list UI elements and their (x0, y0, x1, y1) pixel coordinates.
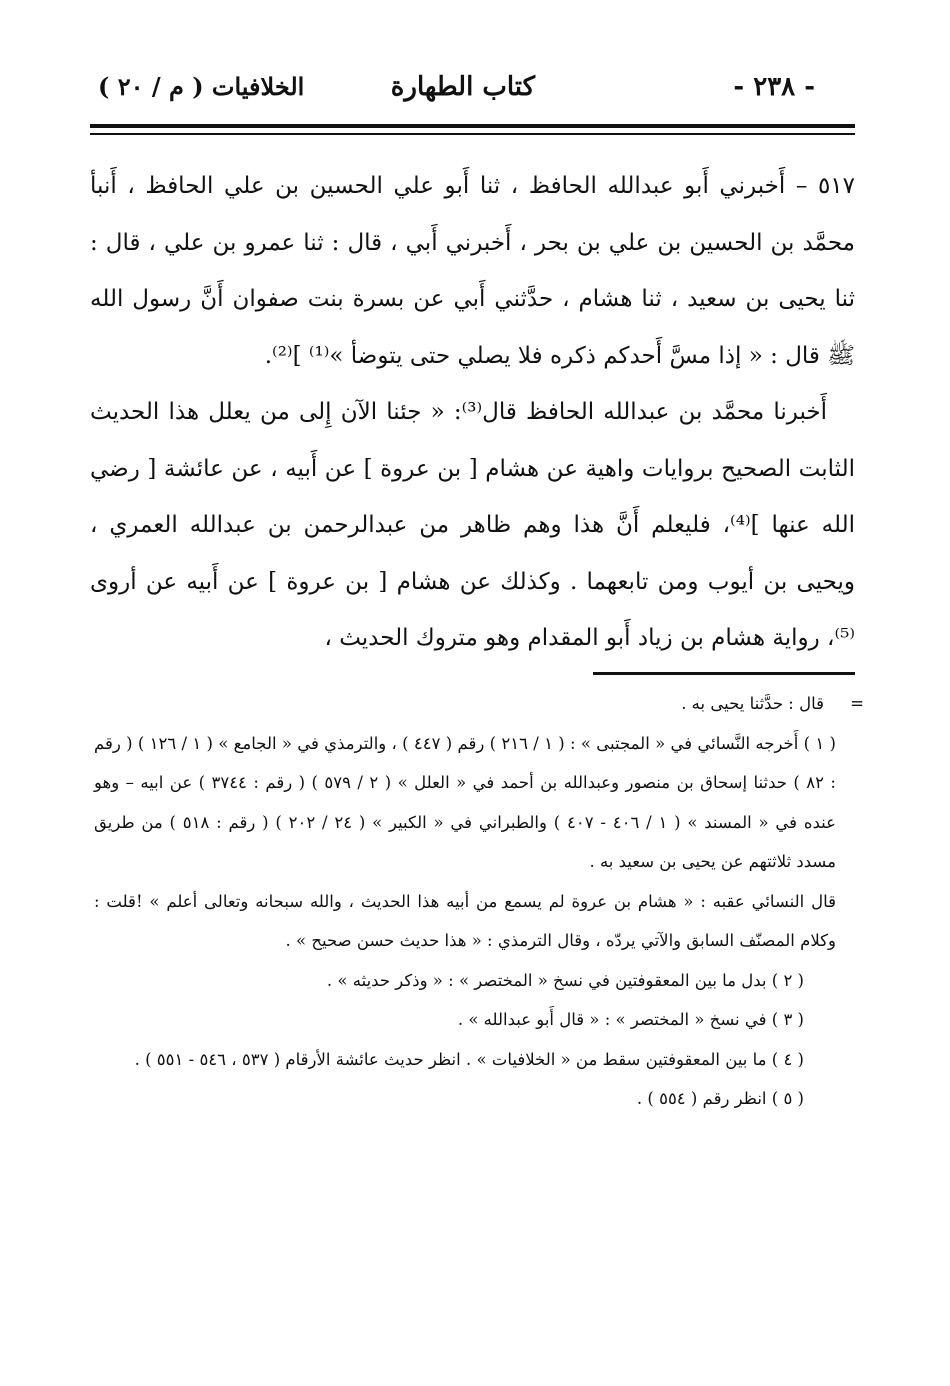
footnote-4: ( ٤ ) ما بين المعقوفتين سقط من « الخلافيات » . انظر حديث عائشة الأرقام ( ٥٣٧ ، ٥٤٦ - ٥٥١ ) . (134, 1049, 804, 1069)
footnote-5: ( ٥ ) انظر رقم ( ٥٥٤ ) . (636, 1089, 804, 1108)
footnotes (94, 684, 864, 1119)
signature-mark: الخلافيات ( م / ٢٠ ) (98, 72, 305, 101)
page-header (90, 72, 855, 112)
footnote-1-comment: قال النسائي عقبه : « هشام بن عروة لم يسمع من أبيه هذا الحديث ، والله سبحانه وتعالى أعلم » !قلت : وكلام المصنّف السابق والآتي يردّه ، وقال الترمذي : « هذا حديث حسن صحيح » . (94, 891, 836, 950)
book-title: كتاب الطهارة (390, 72, 535, 102)
header-rule-thin (90, 133, 855, 135)
header-rule-thick (90, 124, 855, 128)
footnote-3: ( ٣ ) في نسخ « المختصر » : « قال أَبو عبدالله » . (457, 1010, 804, 1029)
continuation-text: قال : حدَّثنا يحيى به . (681, 694, 824, 713)
commentary-paragraph: أَخبرنا محمَّد بن عبدالله الحافظ قال⁽³⁾: « جئنا الآن إِلى من يعلل هذا الحديث الثابت الصحيح بروايات واهية عن هشام [ بن عروة ] عن أَبيه ، عن عائشة [ رضي الله عنها ]⁽⁴⁾، فليعلم أَنَّ هذا وهم ظاهر من عبدالرحمن بن عبدالله العمري ، ويحيى بن أيوب ومن تابعهما . وكذلك عن هشام [ بن عروة ] عن أَبيه عن أروى ⁽⁵⁾، رواية هشام بن زياد أَبو المقدام وهو متروك الحديث ، (90, 399, 855, 651)
hadith-517-paragraph: ٥١٧ – أَخبرني أَبو عبدالله الحافظ ، ثنا أَبو علي الحسين بن علي الحافظ ، أَنبأ محمَّد بن الحسين بن علي بن بحر ، أَخبرني أَبي ، قال : ثنا عمرو بن علي ، قال : ثنا يحيى بن سعيد ، ثنا هشام ، حدَّثني أَبي عن بسرة بنت صفوان أَنَّ رسول الله ﷺ قال : « إذا مسَّ أَحدكم ذكره فلا يصلي حتى يتوضأ »⁽¹⁾ ]⁽²⁾. (90, 173, 855, 369)
footnote-1: ( ١ ) أَخرجه النَّسائي في « المجتبى » : ( ١ / ٢١٦ ) رقم ( ٤٤٧ ) ، والترمذي في « الجامع » ( ١ / ١٢٦ ) ( رقم : ٨٢ ) حدثنا إسحاق بن منصور وعبدالله بن أحمد في « العلل » ( ٢ / ٥٧٩ ) ( رقم : ٣٧٤٤ ) عن ابيه – وهو عنده في « المسند » ( ١ / ٤٠٦ - ٤٠٧ ) والطبراني في « الكبير » ( ٢٤ / ٢٠٢ ) ( رقم : ٥١٨ ) من طريق مسدد ثلاثتهم عن يحيى بن سعيد به . (94, 733, 836, 871)
footnote-separator (593, 672, 855, 675)
continuation-marker: = (850, 694, 864, 713)
main-text (90, 158, 855, 667)
footnote-continuation (94, 684, 864, 724)
footnote-2: ( ٢ ) بدل ما بين المعقوفتين في نسخ « المختصر » : « وذكر حديثه » . (326, 970, 804, 990)
page-number: - ٢٣٨ - (733, 72, 815, 102)
